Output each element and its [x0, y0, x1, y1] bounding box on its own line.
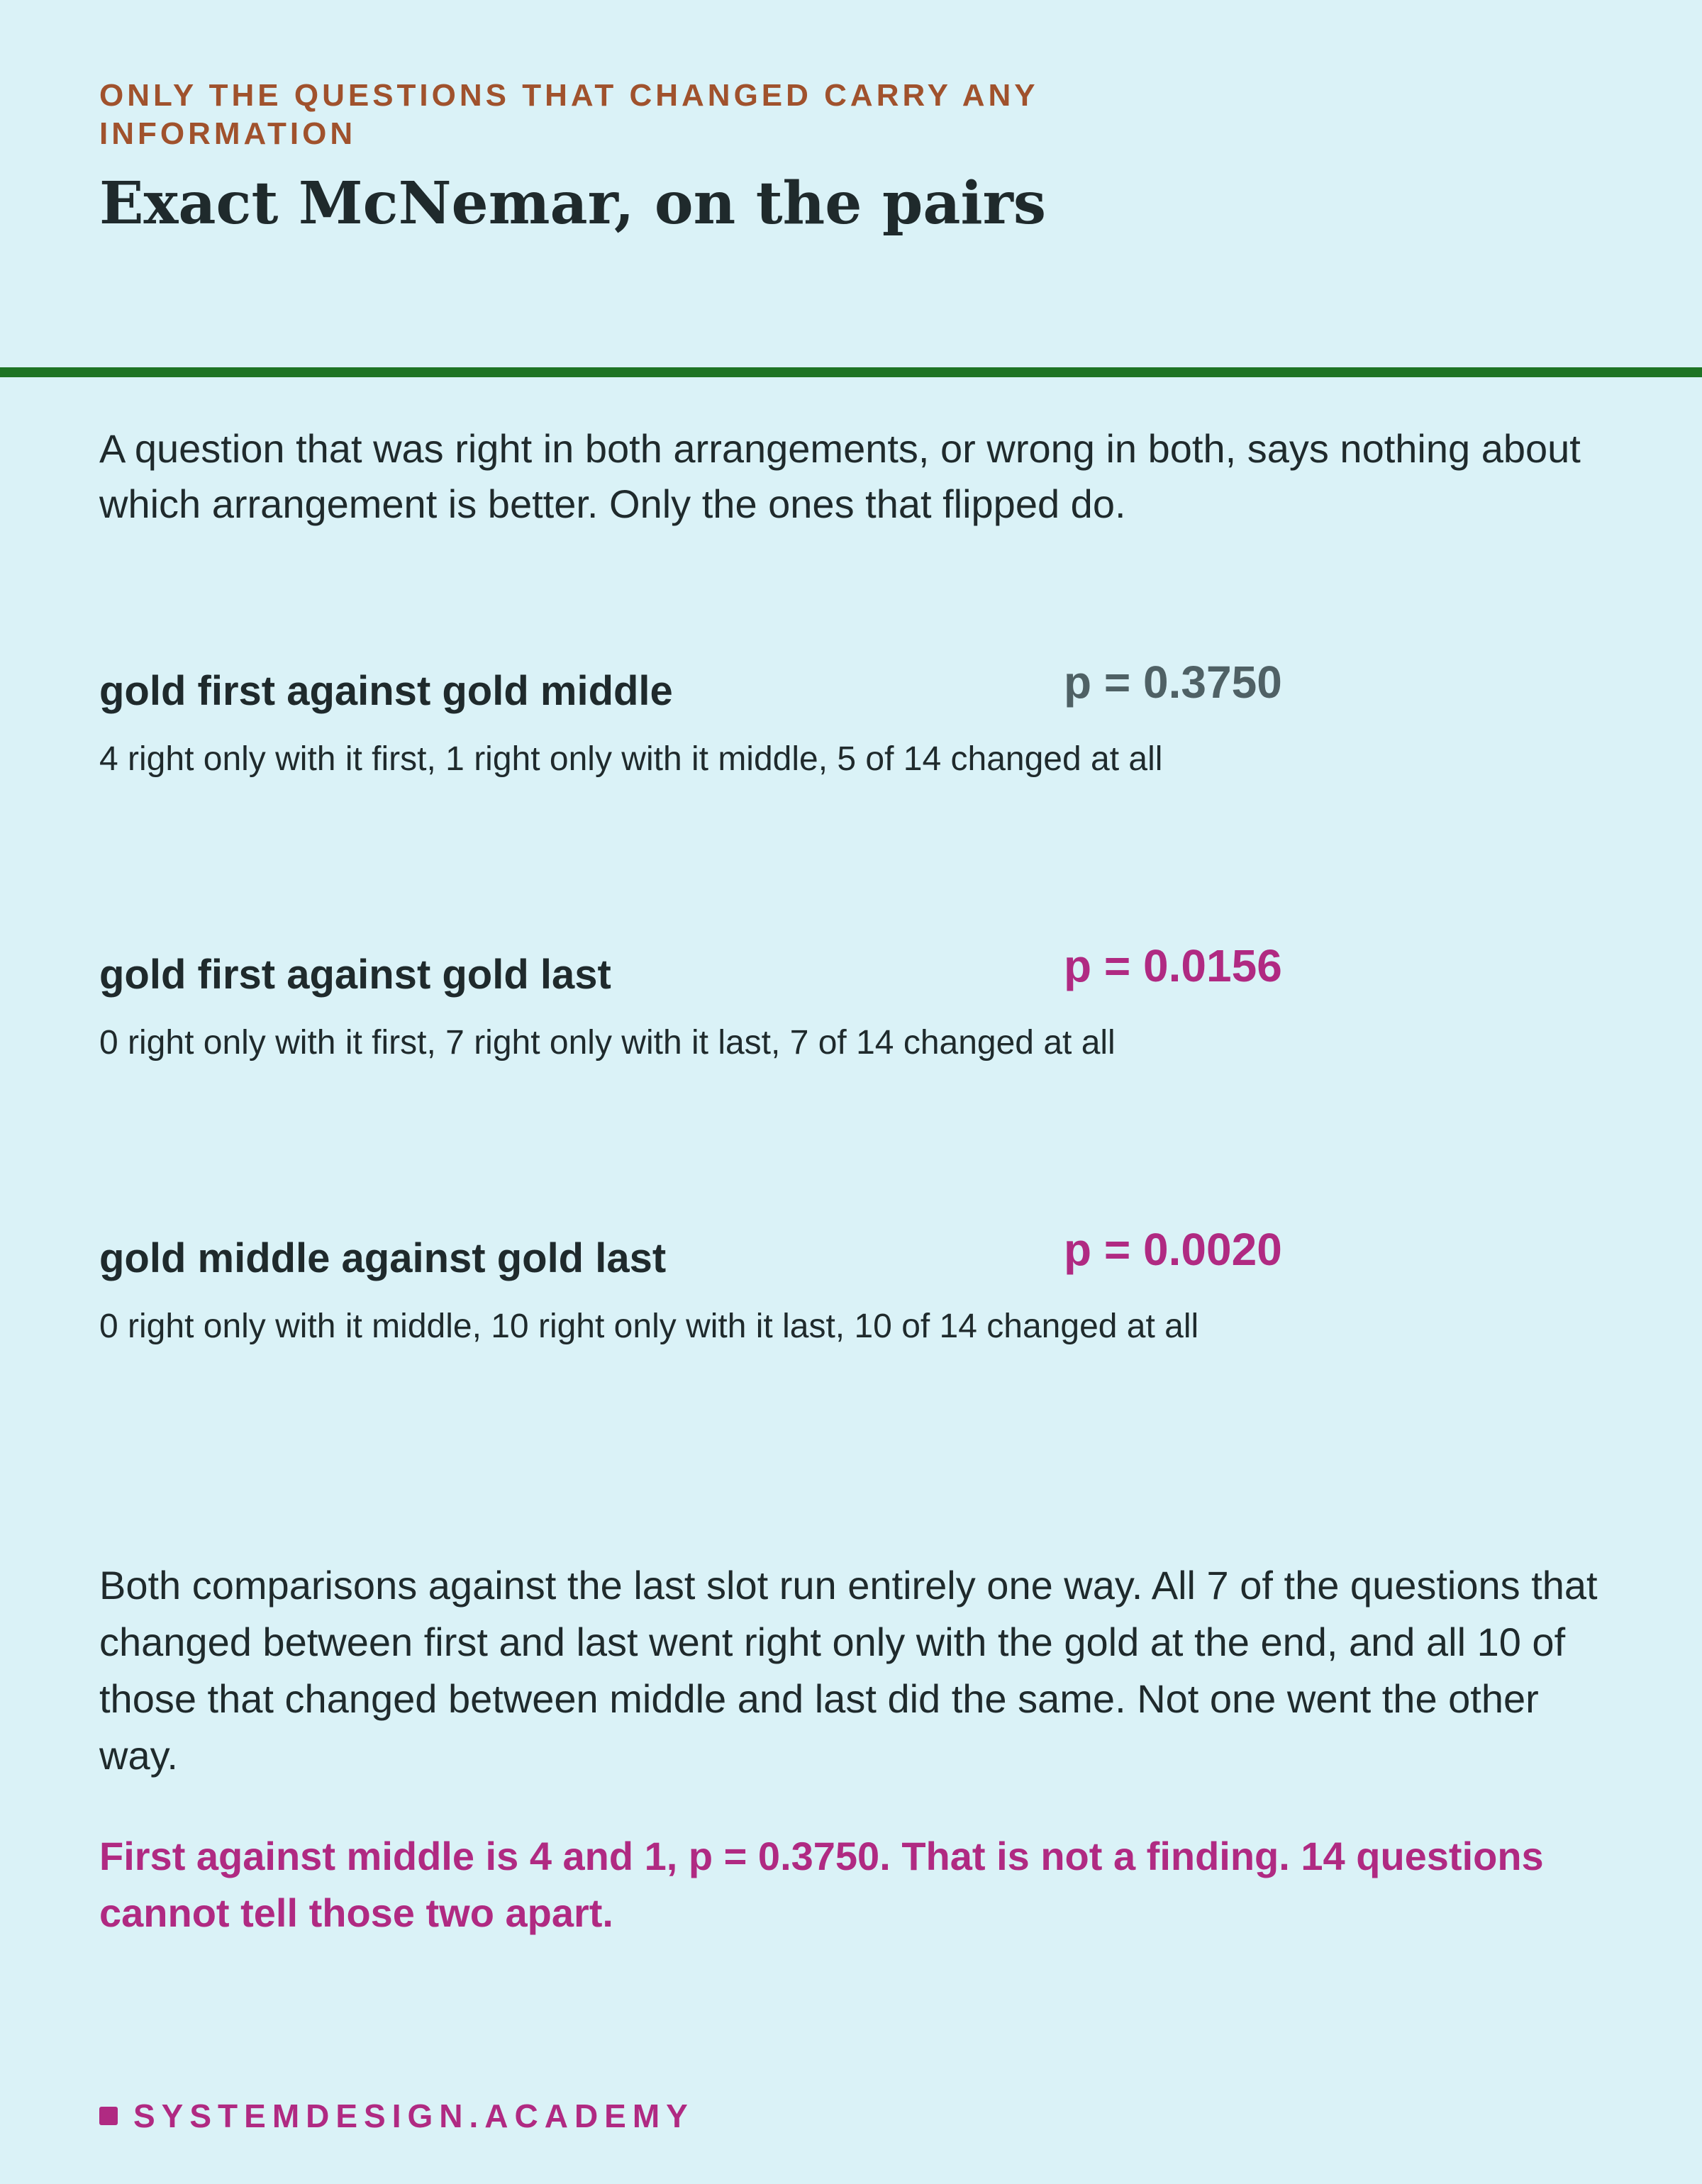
header-divider	[0, 367, 1702, 377]
footer-brand[interactable]	[99, 2095, 694, 2137]
comparison-first-vs-middle	[99, 657, 1603, 808]
callout-conclusion: First against middle is 4 and 1, p = 0.3750. That is not a finding. 14 questions cannot tell those two apart.	[99, 1834, 1544, 1935]
comparison-p-value: p = 0.3750	[1064, 657, 1282, 708]
page-title: Exact McNemar, on the pairs	[99, 169, 1046, 238]
intro-paragraph: A question that was right in both arrangements, or wrong in both, says nothing about which arrangement is better. Only the ones that flipped do.	[99, 426, 1581, 526]
comparison-label: gold first against gold last	[99, 952, 611, 998]
comparison-p-value: p = 0.0156	[1064, 940, 1282, 991]
eyebrow-heading: ONLY THE QUESTIONS THAT CHANGED CARRY ANY INFORMATION	[99, 78, 1038, 151]
comparison-middle-vs-last	[99, 1224, 1603, 1376]
summary-paragraph: Both comparisons against the last slot run entirely one way. All 7 of the questions that changed between first and last went right only with the gold at the end, and all 10 of those that changed between middle and last did the same. Not one went the other way.	[99, 1563, 1598, 1778]
comparison-label: gold first against gold middle	[99, 668, 673, 714]
comparison-detail: 0 right only with it first, 7 right only with it last, 7 of 14 changed at all	[99, 1024, 1116, 1062]
brand-name: SYSTEMDESIGN.ACADEMY	[133, 2097, 694, 2134]
comparison-label: gold middle against gold last	[99, 1235, 667, 1281]
brand-square-icon	[99, 2107, 118, 2125]
comparison-p-value: p = 0.0020	[1064, 1224, 1282, 1275]
comparison-detail: 0 right only with it middle, 10 right only with it last, 10 of 14 changed at all	[99, 1308, 1199, 1345]
comparison-first-vs-last	[99, 940, 1603, 1092]
comparison-detail: 4 right only with it first, 1 right only with it middle, 5 of 14 changed at all	[99, 740, 1163, 778]
